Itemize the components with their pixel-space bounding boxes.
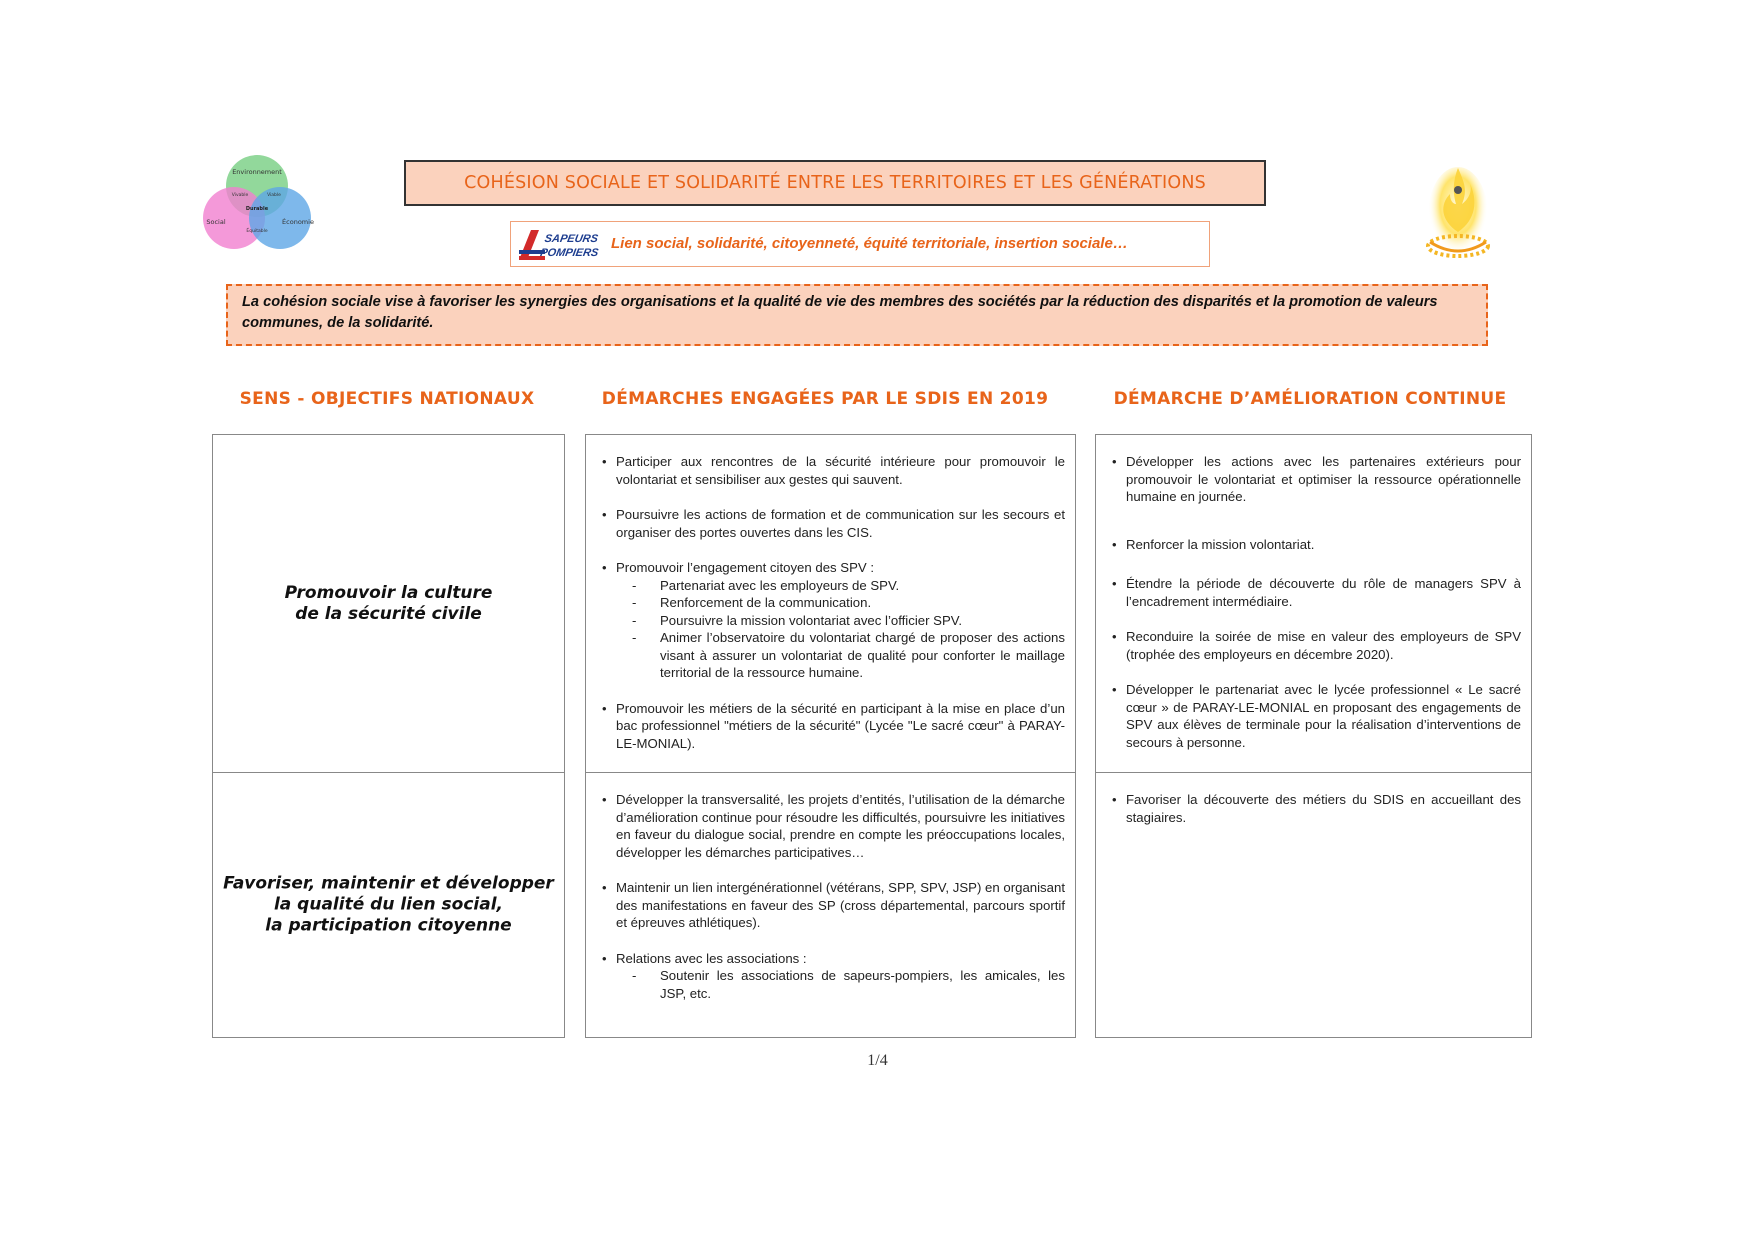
list-item: • Maintenir un lien intergénérationnel (vétérans, SPP, SPV, JSP) en organisant des manifestations en faveur des SP (cross départemental, parcours sportif et épreuves athlétiques). [594, 879, 1065, 932]
page-title: COHÉSION SOCIALE ET SOLIDARITÉ ENTRE LES TERRITOIRES ET LES GÉNÉRATIONS [404, 160, 1266, 206]
objective-text [213, 874, 564, 937]
sub-list-item: - Soutenir les associations de sapeurs-pompiers, les amicales, les JSP, etc. [616, 967, 1065, 1002]
sustainable-development-venn-logo [198, 152, 316, 258]
sp-logo-line2: POMPIERS [539, 247, 600, 259]
objective-line: la participation citoyenne [265, 915, 512, 936]
list-item: • Poursuivre les actions de formation et de communication sur les secours et organiser des portes ouvertes dans les CIS. [594, 506, 1065, 541]
list-item [594, 559, 1065, 682]
list-item: • Promouvoir les métiers de la sécurité en participant à la mise en place d’un bac professionnel "métiers de la sécurité" (Lycée "Le sacré cœur" à PARAY-LE-MONIAL). [594, 700, 1065, 753]
venn-label-durable: Durable [245, 206, 269, 212]
list-item: • Reconduire la soirée de mise en valeur des employeurs de SPV (trophée des employeurs en décembre 2020). [1104, 628, 1521, 663]
venn-label-social: Social [206, 218, 226, 226]
sub-list-item: - Partenariat avec les employeurs de SPV. [616, 577, 1065, 595]
amelioration-list [1104, 791, 1521, 844]
amelioration-cell [1095, 434, 1532, 773]
sub-list-item: - Renforcement de la communication. [616, 594, 1065, 612]
list-item: • Développer la transversalité, les projets d’entités, l’utilisation de la démarche d’amélioration continue pour résoudre les difficultés, poursuivre les initiatives en faveur du dialogue social, prendre en compte les préoccupations locales, développer les démarches participatives… [594, 791, 1065, 861]
objective-line: de la sécurité civile [295, 603, 482, 624]
amelioration-list [1104, 453, 1521, 769]
definition-banner: La cohésion sociale vise à favoriser les synergies des organisations et la qualité de vie des membres des sociétés par la réduction des disparités et la promotion de valeurs communes, de la solidarité. [226, 284, 1488, 346]
venn-label-environnement: Environnement [232, 168, 282, 176]
list-item-text: Relations avec les associations : [616, 950, 807, 966]
sub-list-item: - Animer l’observatoire du volontariat chargé de proposer des actions visant à assurer un volontariat de qualité pour conforter le maillage territorial de la ressource humaine. [616, 629, 1065, 682]
amelioration-cell [1095, 772, 1532, 1038]
objective-line: la qualité du lien social, [273, 894, 504, 915]
objective-cell [212, 434, 565, 773]
venn-label-economie: Économie [282, 218, 314, 226]
demarches-list [594, 453, 1065, 770]
venn-label-equitable: Équitable [246, 229, 268, 234]
column-header-amelioration: DÉMARCHE D’AMÉLIORATION CONTINUE [1113, 389, 1507, 409]
list-item: • Développer le partenariat avec le lycée professionnel « Le sacré cœur » de PARAY-LE-MONIAL en proposant des engagements de SPV aux élèves de terminale pour la réalisation d’interventions de secours à personne. [1104, 681, 1521, 751]
venn-label-viable: Viable [267, 193, 281, 198]
objective-cell [212, 772, 565, 1038]
flame-logo [1418, 160, 1498, 270]
subtitle-box [510, 221, 1210, 267]
demarches-cell [585, 772, 1076, 1038]
list-item-text: Promouvoir l’engagement citoyen des SPV : [616, 560, 875, 575]
subtitle: Lien social, solidarité, citoyenneté, équité territoriale, insertion sociale… [611, 235, 1128, 252]
sub-list [616, 967, 1065, 1002]
demarches-cell [585, 434, 1076, 773]
list-item: • Étendre la période de découverte du rôle de managers SPV à l’encadrement intermédiaire. [1104, 575, 1521, 610]
list-item: • Développer les actions avec les partenaires extérieurs pour promouvoir le volontariat et optimiser la ressource opérationnelle humaine en journée. [1104, 453, 1521, 506]
sp-logo-line1: SAPEURS [543, 233, 599, 245]
column-header-demarches: DÉMARCHES ENGAGÉES PAR LE SDIS EN 2019 [601, 389, 1049, 409]
column-header-objectives: SENS - OBJECTIFS NATIONAUX [239, 389, 535, 409]
sub-list-item: - Poursuivre la mission volontariat avec l’officier SPV. [616, 612, 1065, 630]
list-item: • Favoriser la découverte des métiers du SDIS en accueillant des stagiaires. [1104, 791, 1521, 826]
page-number: 1/4 [867, 1052, 888, 1069]
objective-line: Promouvoir la culture [284, 582, 493, 603]
list-item: • Renforcer la mission volontariat. [1104, 536, 1521, 554]
sub-list [616, 577, 1065, 682]
list-item [594, 950, 1065, 1003]
objective-text [213, 583, 564, 625]
list-item: • Participer aux rencontres de la sécurité intérieure pour promouvoir le volontariat et sensibiliser aux gestes qui sauvent. [594, 453, 1065, 488]
demarches-list [594, 791, 1065, 1020]
venn-label-vivable: Vivable [231, 193, 249, 198]
sapeurs-pompiers-logo [517, 226, 600, 264]
objective-line: Favoriser, maintenir et développer [223, 873, 554, 894]
